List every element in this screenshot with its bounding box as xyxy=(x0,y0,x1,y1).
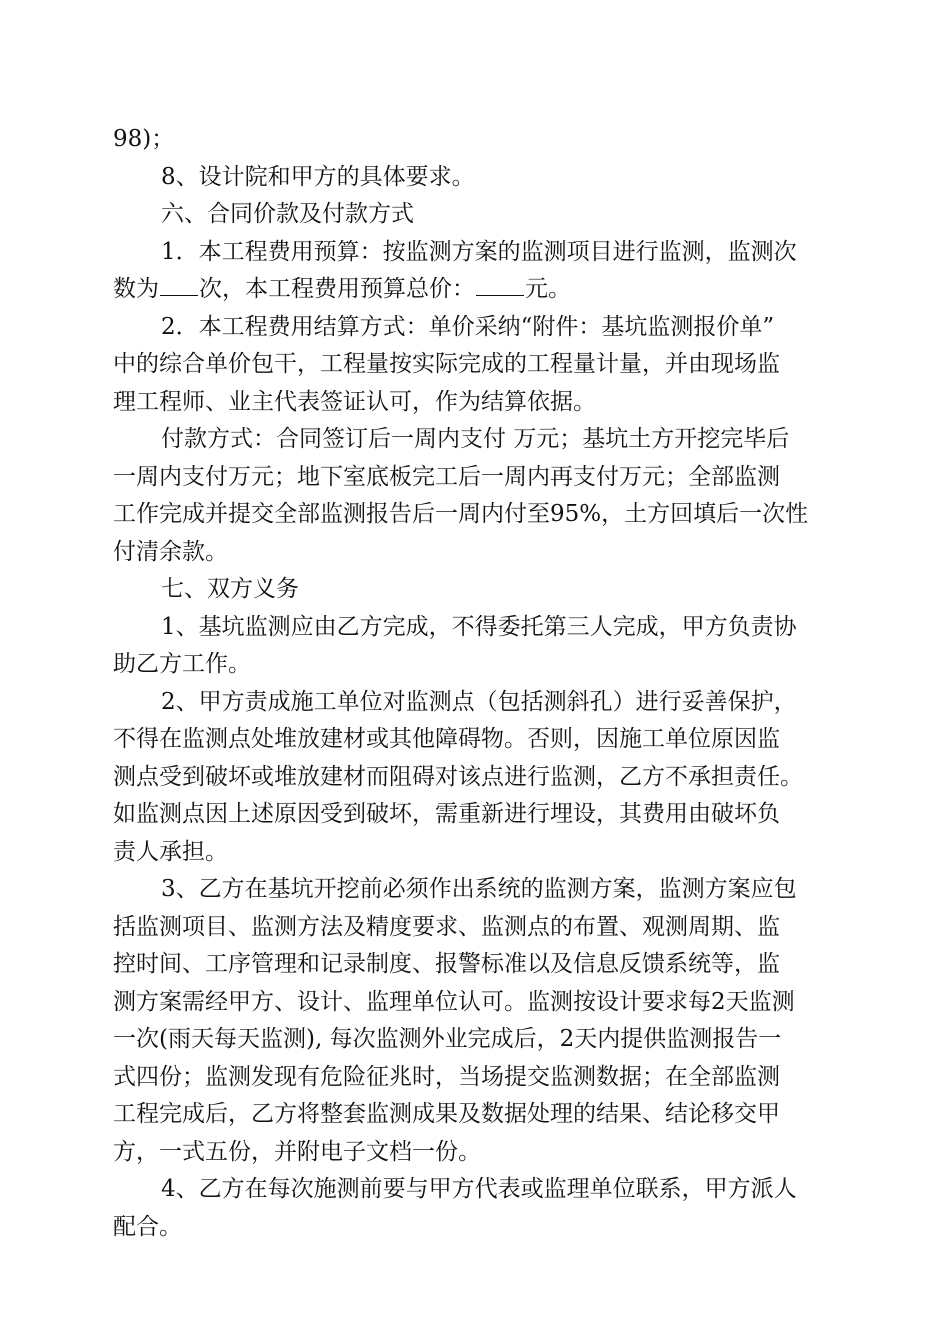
text-line: 责人承担。 xyxy=(113,838,228,865)
text-line: 8、设计院和甲方的具体要求。 xyxy=(161,163,475,190)
text-line: 4、乙方在每次施测前要与甲方代表或监理单位联系，甲方派人 xyxy=(161,1176,797,1202)
fill-in-blank xyxy=(160,271,198,296)
text-line-with-blanks xyxy=(113,271,853,309)
text-line: 如监测点因上述原因受到破坏，需重新进行埋设，其费用由破坏负 xyxy=(113,801,780,827)
text-line: 助乙方工作。 xyxy=(113,651,251,677)
text-line: 工程完成后，乙方将整套监测成果及数据处理的结果、结论移交甲 xyxy=(113,1101,780,1127)
text-line: 98)； xyxy=(113,126,175,152)
text-line: 一次(雨天每天监测), 每次监测外业完成后，2天内提供监测报告一 xyxy=(113,1026,782,1052)
text-line: 式四份；监测发现有危险征兆时，当场提交监测数据；在全部监测 xyxy=(113,1063,780,1090)
text-line: 一周内支付万元；地下室底板完工后一周内再支付万元；全部监测 xyxy=(113,463,780,490)
section-heading: 七、双方义务 xyxy=(161,576,299,602)
text-line: 控时间、工序管理和记录制度、报警标准以及信息反馈系统等，监 xyxy=(113,951,780,977)
text-line: 工作完成并提交全部监测报告后一周内付至95%，土方回填后一次性 xyxy=(113,501,809,527)
text-line: 理工程师、业主代表签证认可，作为结算依据。 xyxy=(113,388,596,415)
text-line: 1、基坑监测应由乙方完成，不得委托第三人完成，甲方负责协 xyxy=(161,613,797,640)
section-heading: 六、合同价款及付款方式 xyxy=(161,201,414,227)
text-line: 付清余款。 xyxy=(113,538,228,565)
text-line: 付款方式：合同签订后一周内支付 万元；基坑土方开挖完毕后 xyxy=(161,426,790,452)
fill-in-blank xyxy=(476,271,524,296)
text-line: 1．本工程费用预算：按监测方案的监测项目进行监测，监测次 xyxy=(161,238,797,265)
text-line: 方，一式五份，并附电子文档一份。 xyxy=(113,1138,481,1165)
text-fragment: 数为 xyxy=(113,276,159,302)
text-line: 3、乙方在基坑开挖前必须作出系统的监测方案，监测方案应包 xyxy=(161,876,797,902)
text-fragment: 元。 xyxy=(525,276,571,302)
text-line: 配合。 xyxy=(113,1213,182,1240)
text-line: 2．本工程费用结算方式：单价采纳“附件：基坑监测报价单” xyxy=(161,313,775,340)
text-line: 括监测项目、监测方法及精度要求、监测点的布置、观测周期、监 xyxy=(113,913,780,940)
text-line: 中的综合单价包干，工程量按实际完成的工程量计量，并由现场监 xyxy=(113,351,780,377)
text-line: 测点受到破坏或堆放建材而阻碍对该点进行监测，乙方不承担责任。 xyxy=(113,763,803,790)
document-body xyxy=(113,121,853,1246)
text-line: 2、甲方责成施工单位对监测点（包括测斜孔）进行妥善保护， xyxy=(161,688,797,715)
text-line: 不得在监测点处堆放建材或其他障碍物。否则，因施工单位原因监 xyxy=(113,726,780,752)
text-line: 测方案需经甲方、设计、监理单位认可。监测按设计要求每2天监测 xyxy=(113,988,795,1015)
text-fragment: 次，本工程费用预算总价： xyxy=(199,276,475,302)
